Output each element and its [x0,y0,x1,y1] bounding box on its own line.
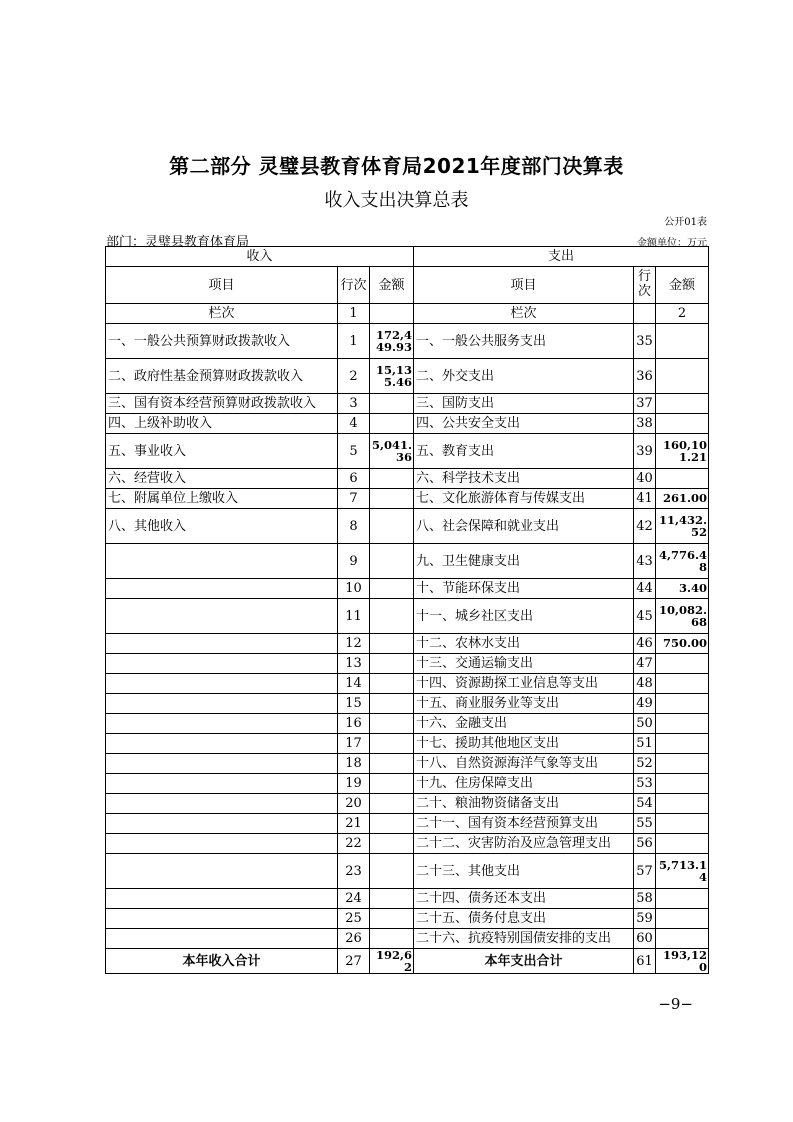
expense-line-number: 42 [634,509,656,544]
expense-amount [656,324,709,359]
expense-line-number: 47 [634,654,656,674]
income-line-number: 4 [338,414,370,434]
income-item [106,814,338,834]
expense-amount [656,394,709,414]
expense-amount [656,794,709,814]
income-item: 一、一般公共预算财政拨款收入 [106,324,338,359]
expense-item: 二十、粮油物资储备支出 [414,794,634,814]
expense-line-number: 38 [634,414,656,434]
expense-item-header: 项目 [414,267,634,304]
income-line-number: 23 [338,854,370,889]
expense-line-number: 51 [634,734,656,754]
income-item [106,579,338,599]
expense-line-header: 行次 [634,267,656,304]
expense-line-number: 55 [634,814,656,834]
income-line-number: 22 [338,834,370,854]
expense-amount [656,909,709,929]
income-line-number: 6 [338,469,370,489]
expense-item: 十九、住房保障支出 [414,774,634,794]
expense-item: 本年支出合计 [414,949,634,974]
expense-line-number: 45 [634,599,656,634]
income-item: 七、附属单位上缴收入 [106,489,338,509]
income-item: 五、事业收入 [106,434,338,469]
table-row [106,599,709,634]
expense-item: 三、国防支出 [414,394,634,414]
expense-amount [656,814,709,834]
income-amount: 15,135.46 [370,359,414,394]
total-row [106,949,709,974]
expense-amount [656,674,709,694]
expense-line-number: 48 [634,674,656,694]
income-line-number: 21 [338,814,370,834]
income-section-header: 收入 [106,247,414,267]
expense-line-number: 57 [634,854,656,889]
income-item [106,794,338,814]
income-item: 八、其他收入 [106,509,338,544]
income-line-number: 7 [338,489,370,509]
income-amount [370,509,414,544]
expense-item: 四、公共安全支出 [414,414,634,434]
empty-cell [634,304,656,324]
income-item [106,654,338,674]
income-item [106,674,338,694]
income-expense-table [105,246,709,974]
table-row [106,394,709,414]
income-amount [370,394,414,414]
income-amount: 5,041.36 [370,434,414,469]
expense-line-number: 61 [634,949,656,974]
expense-amount [656,359,709,394]
expense-amount: 10,082.68 [656,599,709,634]
expense-item: 七、文化旅游体育与传媒支出 [414,489,634,509]
expense-line-number: 54 [634,794,656,814]
form-number: 公开01表 [664,217,707,228]
expense-amount-header: 金额 [656,267,709,304]
income-amount [370,734,414,754]
income-item [106,634,338,654]
income-amount [370,694,414,714]
expense-item: 十四、资源勘探工业信息等支出 [414,674,634,694]
income-line-number: 10 [338,579,370,599]
income-amount [370,469,414,489]
expense-item: 十、节能环保支出 [414,579,634,599]
income-line-number: 9 [338,544,370,579]
expense-line-number: 44 [634,579,656,599]
expense-line-number: 49 [634,694,656,714]
expense-line-number: 43 [634,544,656,579]
expense-amount: 193,120 [656,949,709,974]
expense-item: 二十一、国有资本经营预算支出 [414,814,634,834]
expense-item: 二十六、抗疫特别国债安排的支出 [414,929,634,949]
table-row [106,414,709,434]
expense-column-label: 栏次 [414,304,634,324]
expense-amount [656,694,709,714]
expense-amount [656,834,709,854]
expense-item: 十二、农林水支出 [414,634,634,654]
income-amount [370,674,414,694]
income-column-number: 1 [338,304,370,324]
income-line-number: 5 [338,434,370,469]
income-line-number: 18 [338,754,370,774]
income-line-number: 17 [338,734,370,754]
expense-line-number: 39 [634,434,656,469]
expense-amount [656,734,709,754]
expense-item: 二、外交支出 [414,359,634,394]
income-line-number: 3 [338,394,370,414]
income-line-number: 20 [338,794,370,814]
expense-item: 九、卫生健康支出 [414,544,634,579]
expense-line-number: 56 [634,834,656,854]
income-line-number: 19 [338,774,370,794]
income-item [106,889,338,909]
expense-item: 十一、城乡社区支出 [414,599,634,634]
expense-amount [656,774,709,794]
table-row [106,794,709,814]
income-amount [370,774,414,794]
income-item [106,754,338,774]
expense-amount: 3.40 [656,579,709,599]
expense-line-number: 58 [634,889,656,909]
expense-item: 十六、金融支出 [414,714,634,734]
income-item [106,694,338,714]
expense-amount: 261.00 [656,489,709,509]
table-row [106,909,709,929]
page-title: 第二部分 灵璧县教育体育局2021年度部门决算表 [169,154,624,178]
income-line-number: 16 [338,714,370,734]
expense-item: 十三、交通运输支出 [414,654,634,674]
income-item [106,854,338,889]
income-line-number: 25 [338,909,370,929]
income-line-number: 15 [338,694,370,714]
expense-line-number: 36 [634,359,656,394]
table-row [106,579,709,599]
amount-unit: 金额单位：万元 [637,238,707,249]
expense-amount: 11,432.52 [656,509,709,544]
income-item [106,834,338,854]
income-amount [370,579,414,599]
expense-line-number: 40 [634,469,656,489]
expense-amount [656,654,709,674]
expense-line-number: 52 [634,754,656,774]
table-subtitle: 收入支出决算总表 [324,190,469,211]
table-row [106,489,709,509]
table-row [106,544,709,579]
expense-section-header: 支出 [414,247,709,267]
table-row [106,634,709,654]
income-line-number: 8 [338,509,370,544]
income-amount [370,814,414,834]
expense-item: 二十五、债务付息支出 [414,909,634,929]
expense-item: 八、社会保障和就业支出 [414,509,634,544]
expense-amount [656,889,709,909]
table-row [106,814,709,834]
table-row [106,754,709,774]
expense-item: 十五、商业服务业等支出 [414,694,634,714]
income-amount [370,929,414,949]
income-line-number: 27 [338,949,370,974]
expense-item: 二十四、债务还本支出 [414,889,634,909]
expense-amount: 160,101.21 [656,434,709,469]
income-line-number: 11 [338,599,370,634]
table-row [106,774,709,794]
expense-item: 五、教育支出 [414,434,634,469]
income-amount [370,714,414,734]
table-row [106,434,709,469]
income-item [106,714,338,734]
table-row [106,324,709,359]
expense-item: 二十二、灾害防治及应急管理支出 [414,834,634,854]
column-header-row [106,267,709,304]
income-line-header: 行次 [338,267,370,304]
income-amount [370,834,414,854]
page-number: −9− [658,995,693,1013]
expense-line-number: 60 [634,929,656,949]
income-column-label: 栏次 [106,304,338,324]
table-row [106,674,709,694]
expense-line-number: 41 [634,489,656,509]
income-line-number: 13 [338,654,370,674]
income-amount-header: 金额 [370,267,414,304]
income-item: 六、经营收入 [106,469,338,489]
income-item: 四、上级补助收入 [106,414,338,434]
income-amount [370,794,414,814]
expense-amount [656,414,709,434]
expense-line-number: 37 [634,394,656,414]
income-line-number: 14 [338,674,370,694]
expense-item: 十八、自然资源海洋气象等支出 [414,754,634,774]
income-item: 二、政府性基金预算财政拨款收入 [106,359,338,394]
income-item: 三、国有资本经营预算财政拨款收入 [106,394,338,414]
income-line-number: 24 [338,889,370,909]
table-row [106,734,709,754]
income-line-number: 1 [338,324,370,359]
income-amount: 172,449.93 [370,324,414,359]
table-row [106,359,709,394]
income-amount [370,654,414,674]
expense-item: 十七、援助其他地区支出 [414,734,634,754]
income-item [106,909,338,929]
expense-amount: 5,713.14 [656,854,709,889]
income-amount [370,754,414,774]
table-row [106,854,709,889]
income-amount [370,634,414,654]
income-line-number: 12 [338,634,370,654]
expense-item: 二十三、其他支出 [414,854,634,889]
expense-amount [656,754,709,774]
table-row [106,654,709,674]
table-row [106,469,709,489]
expense-line-number: 50 [634,714,656,734]
income-line-number: 26 [338,929,370,949]
income-item-header: 项目 [106,267,338,304]
income-line-number: 2 [338,359,370,394]
expense-amount [656,469,709,489]
income-amount [370,909,414,929]
income-amount [370,599,414,634]
income-item [106,929,338,949]
income-amount [370,854,414,889]
table-row [106,509,709,544]
table-row [106,929,709,949]
expense-line-number: 46 [634,634,656,654]
department-label: 部门：灵璧县教育体育局 [106,235,250,250]
expense-item: 一、一般公共服务支出 [414,324,634,359]
table-row [106,889,709,909]
expense-amount: 750.00 [656,634,709,654]
section-header-row [106,247,709,267]
table-row [106,694,709,714]
income-amount [370,414,414,434]
expense-item: 六、科学技术支出 [414,469,634,489]
income-item [106,734,338,754]
expense-amount: 4,776.48 [656,544,709,579]
expense-line-number: 53 [634,774,656,794]
income-amount [370,489,414,509]
expense-line-number: 59 [634,909,656,929]
expense-line-number: 35 [634,324,656,359]
table-row [106,834,709,854]
empty-cell [370,304,414,324]
income-amount [370,889,414,909]
income-item [106,599,338,634]
income-item [106,774,338,794]
income-amount [370,544,414,579]
income-item [106,544,338,579]
income-amount: 192,62 [370,949,414,974]
expense-amount [656,714,709,734]
expense-amount [656,929,709,949]
column-number-row [106,304,709,324]
expense-column-number: 2 [656,304,709,324]
income-item: 本年收入合计 [106,949,338,974]
table-row [106,714,709,734]
